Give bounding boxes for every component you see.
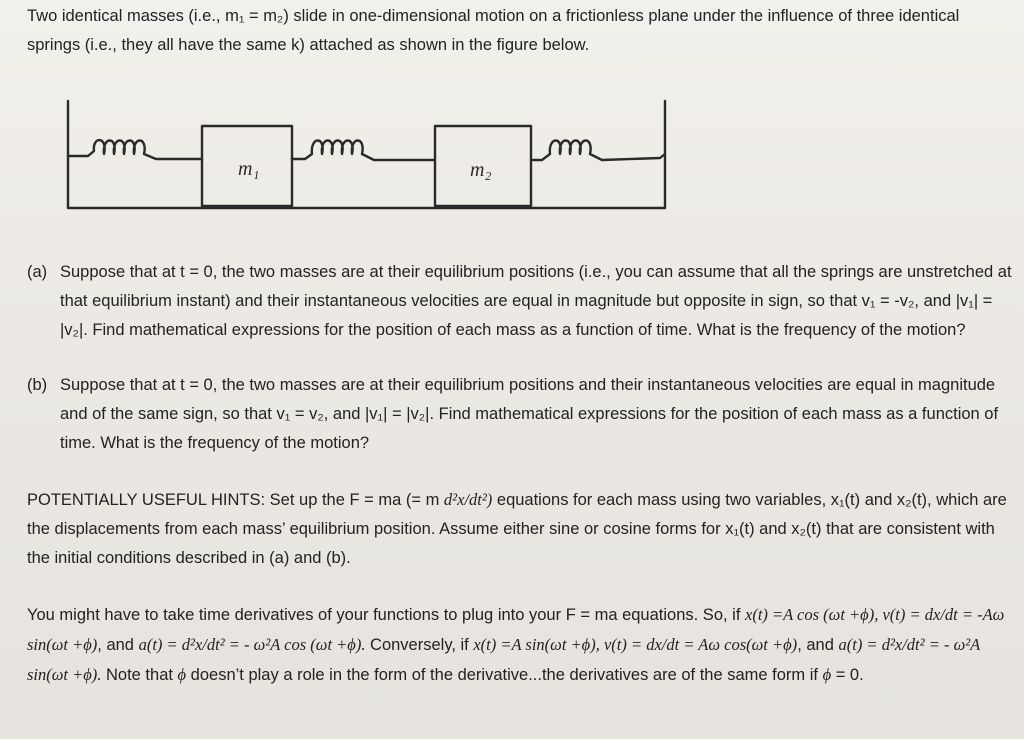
hints-text-1: POTENTIALLY USEFUL HINTS: Set up the F = ma (= m <box>27 491 444 509</box>
part-a-label: (a) <box>27 263 48 281</box>
mass1-label: m₁ <box>238 158 260 180</box>
hints-math-1: d²x/dt²) <box>443 490 493 509</box>
derivatives-paragraph <box>27 600 1012 690</box>
part-a-text: Suppose that at t = 0, the two masses are at their equilibrium positions (i.e., you can assume that all the springs are unstretched at that equilibrium instant) and their instantaneous velocities are equal in magnitude but opposite in sign, so that v₁ = -v₂, and |v₁| = |v₂|. Find mathematical expressions for the position of each mass as a function of time. What is the frequency of the motion? <box>60 263 1012 339</box>
deriv-text-6: doesn’t play a role in the form of the derivative...the derivatives are of the same form if <box>186 666 823 684</box>
deriv-text-4: , and <box>797 636 839 654</box>
question-part-a <box>27 258 1012 345</box>
deriv-text-2: , and <box>97 636 139 654</box>
spring-mass-figure <box>60 96 670 221</box>
hints-paragraph <box>27 485 1012 573</box>
deriv-math-4: a(t) = d²x/dt² = - ω²A sin(ωt +ϕ). <box>27 635 980 684</box>
container-wall <box>68 101 665 208</box>
deriv-math-5: ϕ <box>177 665 187 684</box>
right-spring <box>531 141 665 161</box>
deriv-math-2: a(t) = d²x/dt² = - ω²A cos (ωt +ϕ). <box>138 635 366 654</box>
deriv-text-3: Conversely, if <box>365 636 474 654</box>
deriv-text-1: You might have to take time derivatives of your functions to plug into your F = ma equations. So, if <box>27 606 745 624</box>
part-b-label: (b) <box>27 376 48 394</box>
middle-spring <box>292 141 435 161</box>
left-spring <box>68 140 202 159</box>
deriv-math-1: x(t) =A cos (ωt +ϕ), v(t) = dx/dt = -Aω sin(ωt +ϕ) <box>27 605 1005 654</box>
deriv-math-6: ϕ <box>822 665 832 684</box>
question-part-b <box>27 371 1012 458</box>
hints-text-2: equations for each mass using two variables, x₁(t) and x₂(t), which are the displacements from each mass’ equilibrium position. Assume either sine or cosine forms for x₁(t) and x₂(t) that are consistent with the initial conditions described in (a) and (b). <box>27 491 1007 567</box>
deriv-text-7: = 0. <box>831 666 864 684</box>
intro-paragraph: Two identical masses (i.e., m₁ = m₂) slide in one-dimensional motion on a frictionless plane under the influence of three identical springs (i.e., they all have the same k) attached as shown in the figure below. <box>27 7 960 54</box>
mass2-label: m₂ <box>470 159 492 181</box>
part-b-text: Suppose that at t = 0, the two masses are at their equilibrium positions and their instantaneous velocities are equal in magnitude and of the same sign, so that v₁ = v₂, and |v₁| = |v₂|. Find mathematical expressions for the position of each mass as a function of time. What is the frequency of the motion? <box>60 376 999 452</box>
deriv-math-3: x(t) =A sin(ωt +ϕ), v(t) = dx/dt = Aω cos(ωt +ϕ) <box>473 635 798 654</box>
deriv-text-5: Note that <box>101 666 178 684</box>
